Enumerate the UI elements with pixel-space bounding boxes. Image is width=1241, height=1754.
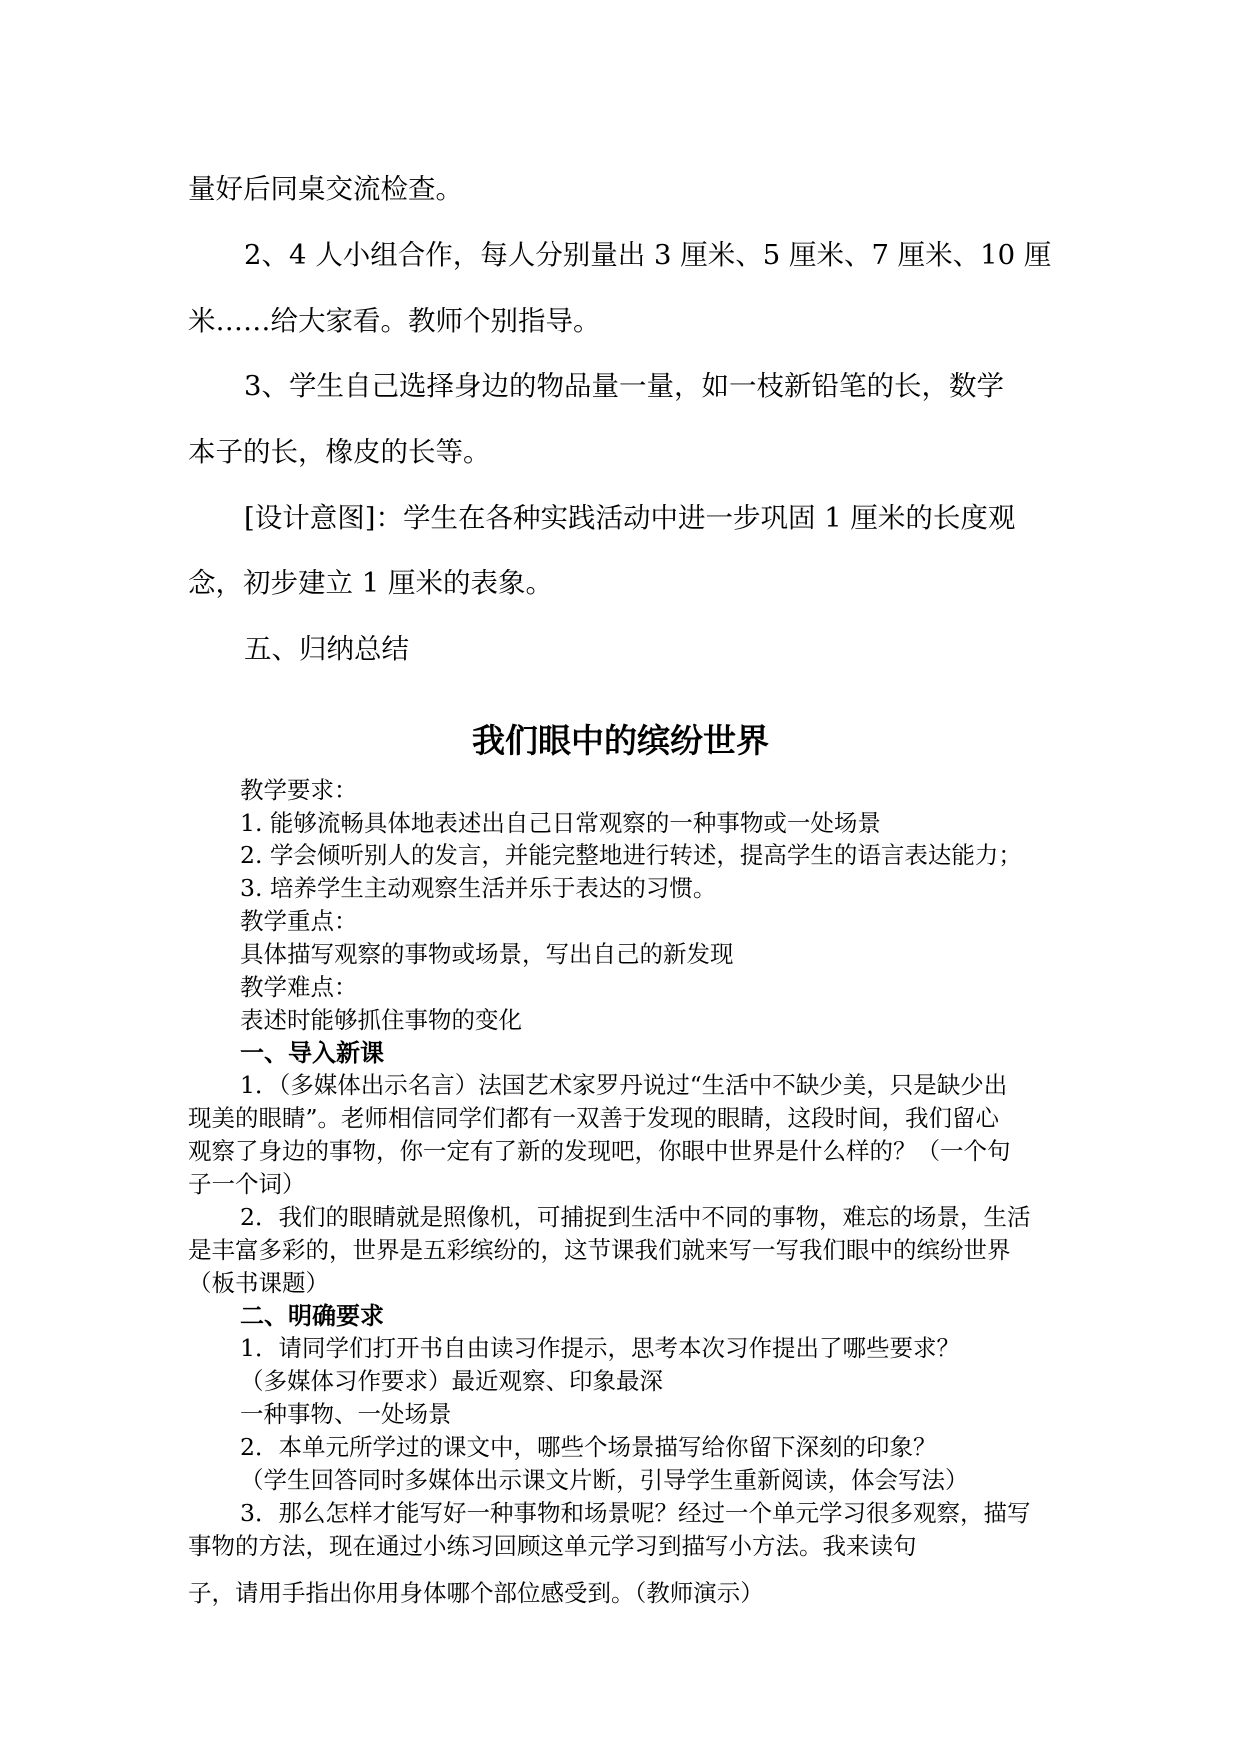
step-2-line: 米……给大家看。教师个别指导。	[188, 305, 601, 337]
paragraph-line: 是丰富多彩的，世界是五彩缤纷的，这节课我们就来写一写我们眼中的缤纷世界	[188, 1236, 1011, 1264]
paragraph-line: （学生回答同时多媒体出示课文片断，引导学生重新阅读，体会写法）	[240, 1466, 969, 1494]
step-3-line: 本子的长，橡皮的长等。	[188, 436, 491, 468]
paragraph-line: 观察了身边的事物，你一定有了新的发现吧，你眼中世界是什么样的？（一个句	[188, 1137, 1011, 1165]
requirement-item: 3. 培养学生主动观察生活并乐于表达的习惯。	[240, 874, 717, 902]
difficulties-label: 教学难点：	[240, 973, 358, 1001]
paragraph-line: 子一个词）	[188, 1170, 306, 1198]
key-points-label: 教学重点：	[240, 907, 358, 935]
paragraph-line: 子，请用手指出你用身体哪个部位感受到。（教师演示）	[188, 1579, 764, 1607]
step-3-line: 3、学生自己选择身边的物品量一量，如一枝新铅笔的长，数学	[244, 370, 1004, 402]
key-points-text: 具体描写观察的事物或场景，写出自己的新发现	[240, 940, 734, 968]
design-intent-line: [设计意图]：学生在各种实践活动中进一步巩固 1 厘米的长度观	[244, 502, 1016, 534]
paragraph-line: 事物的方法，现在通过小练习回顾这单元学习到描写小方法。我来读句	[188, 1532, 917, 1560]
design-intent-line: 念，初步建立 1 厘米的表象。	[188, 567, 553, 599]
requirement-item: 1. 能够流畅具体地表述出自己日常观察的一种事物或一处场景	[240, 809, 881, 837]
paragraph-line: 现美的眼睛”。老师相信同学们都有一双善于发现的眼睛，这段时间，我们留心	[188, 1104, 1000, 1132]
section-heading: 二、明确要求	[240, 1301, 384, 1330]
lesson-title: 我们眼中的缤纷世界	[472, 721, 769, 760]
paragraph-line: 2．我们的眼睛就是照像机，可捕捉到生活中不同的事物，难忘的场景，生活	[240, 1203, 1031, 1231]
section-heading: 一、导入新课	[240, 1038, 384, 1067]
requirement-item: 2. 学会倾听别人的发言，并能完整地进行转述，提高学生的语言表达能力；	[240, 841, 1022, 869]
step-2-line: 2、4 人小组合作，每人分别量出 3 厘米、5 厘米、7 厘米、10 厘	[244, 239, 1052, 271]
section-heading: 五、归纳总结	[244, 633, 409, 665]
paragraph-line: 2．本单元所学过的课文中，哪些个场景描写给你留下深刻的印象？	[240, 1433, 937, 1461]
paragraph-line: （多媒体习作要求）最近观察、印象最深	[240, 1367, 663, 1395]
requirements-label: 教学要求：	[240, 776, 358, 804]
paragraph-line: （板书课题）	[188, 1269, 329, 1297]
paragraph-line: 1．请同学们打开书自由读习作提示，思考本次习作提出了哪些要求？	[240, 1334, 960, 1362]
difficulties-text: 表述时能够抓住事物的变化	[240, 1006, 522, 1034]
paragraph-line: 量好后同桌交流检查。	[188, 173, 463, 205]
paragraph-line: 3．那么怎样才能写好一种事物和场景呢？经过一个单元学习很多观察，描写	[240, 1499, 1031, 1527]
paragraph-line: 一种事物、一处场景	[240, 1400, 452, 1428]
paragraph-line: 1．（多媒体出示名言）法国艺术家罗丹说过“生活中不缺少美，只是缺少出	[240, 1071, 1008, 1099]
